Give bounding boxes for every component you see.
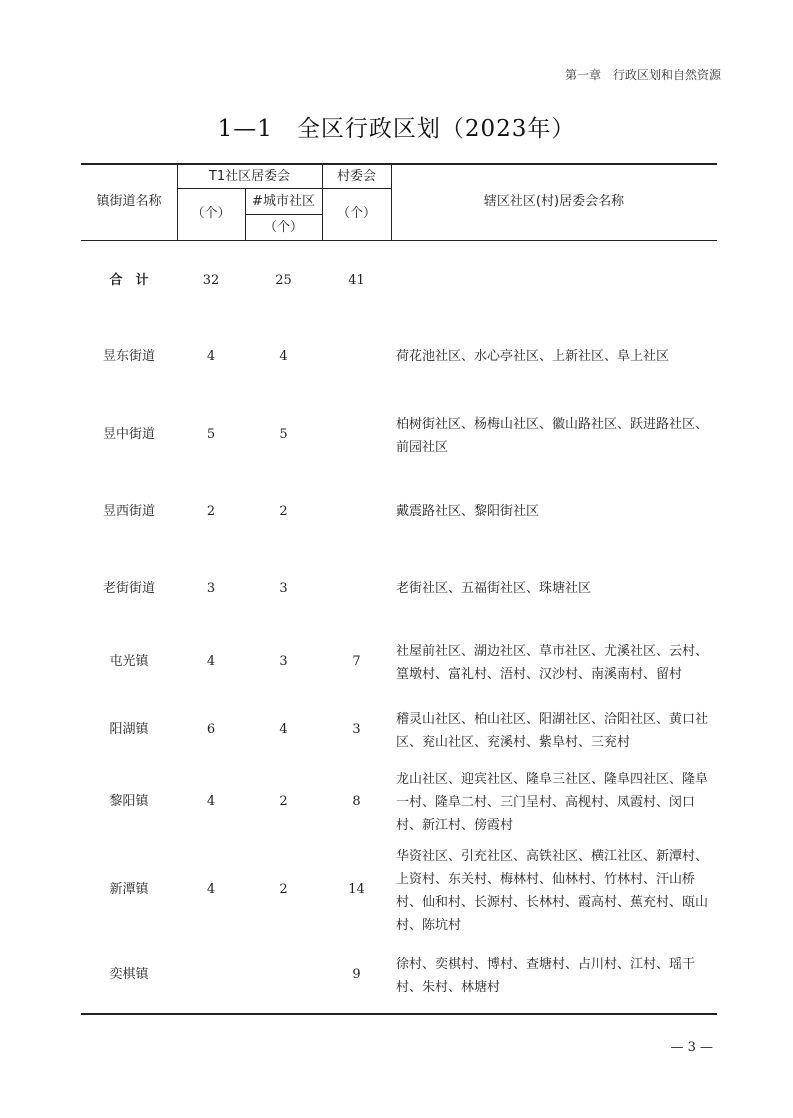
row-village: 3 [352,722,361,737]
row-names: 社屋前社区、湖边社区、草市社区、尤溪社区、云村、篁墩村、富礼村、浯村、汉沙村、南溪南村、留村 [396,644,709,682]
row-village: 8 [352,794,361,809]
header-divider [177,188,322,189]
row-names: 荷花池社区、水心亭社区、上新社区、阜上社区 [396,349,670,364]
row-community: 4 [206,349,216,364]
column-header-city-community: #城市社区 [252,194,315,209]
column-header-village-unit: （个） [336,206,376,221]
header-bottom-rule [81,240,717,241]
row-town: 老街街道 [102,581,155,596]
row-city: 4 [279,722,288,737]
row-names: 老街社区、五福街社区、珠塘社区 [396,581,592,596]
row-town: 新潭镇 [109,882,149,897]
row-village: 7 [352,654,361,669]
column-header-town: 镇街道名称 [96,194,162,209]
total-village: 41 [348,273,365,288]
row-town: 昱西街道 [102,504,155,519]
row-town: 奕棋镇 [109,967,149,982]
row-town: 屯光镇 [109,654,149,669]
row-community: 2 [206,504,216,519]
row-city: 2 [279,794,288,809]
row-city: 3 [279,581,288,596]
column-header-community-unit: （个） [191,206,231,221]
row-community: 6 [206,722,216,737]
row-community: 4 [206,794,216,809]
row-village: 14 [348,882,365,897]
row-names: 稽灵山社区、柏山社区、阳湖社区、洽阳社区、黄口社区、兖山社区、兖溪村、紫阜村、三兖村 [396,712,709,750]
row-town: 昱中街道 [102,427,155,442]
row-city: 3 [279,654,288,669]
row-community: 5 [206,427,216,442]
row-town: 阳湖镇 [109,722,149,737]
row-village: 9 [352,967,361,982]
total-label: 合 计 [109,273,149,288]
row-community: 3 [206,581,216,596]
header-divider [245,214,322,215]
row-names: 徐村、奕棋村、博村、查塘村、占川村、江村、瑶干村、朱村、林塘村 [396,957,696,995]
total-community: 32 [202,273,220,288]
table-bottom-rule [81,1013,717,1015]
row-city: 2 [279,882,288,897]
header-divider [322,188,391,189]
row-names: 戴震路社区、黎阳街社区 [396,504,540,519]
column-header-village: 村委会 [336,169,376,184]
row-community: 4 [206,882,216,897]
row-community: 4 [206,654,216,669]
page-title: 1—1 全区行政区划（2023年） [217,116,576,142]
row-city: 5 [279,427,288,442]
row-names: 柏树街社区、杨梅山社区、徽山路社区、跃进路社区、前园社区 [396,417,709,455]
column-header-city-unit: （个） [263,220,303,235]
row-city: 4 [279,349,288,364]
row-names: 华资社区、引充社区、高铁社区、横江社区、新潭村、上资村、东关村、梅林村、仙林村、竹林村、汗山桥村、仙和村、长源村、长林村、霞高村、蕉充村、瓯山村、陈坑村 [396,849,709,933]
row-town: 昱东街道 [102,349,155,364]
row-town: 黎阳镇 [109,794,149,809]
column-header-community: T1社区居委会 [208,169,291,184]
chapter-header: 第一章 行政区划和自然资源 [564,68,721,82]
page-number: — 3 — [670,1040,713,1055]
column-header-names: 辖区社区(村)居委会名称 [483,194,625,209]
row-names: 龙山社区、迎宾社区、隆阜三社区、隆阜四社区、隆阜一村、隆阜二村、三门呈村、高枧村、凤霞村、闵口村、新江村、傍霞村 [396,772,709,833]
total-city: 25 [275,273,292,288]
row-city: 2 [279,504,288,519]
